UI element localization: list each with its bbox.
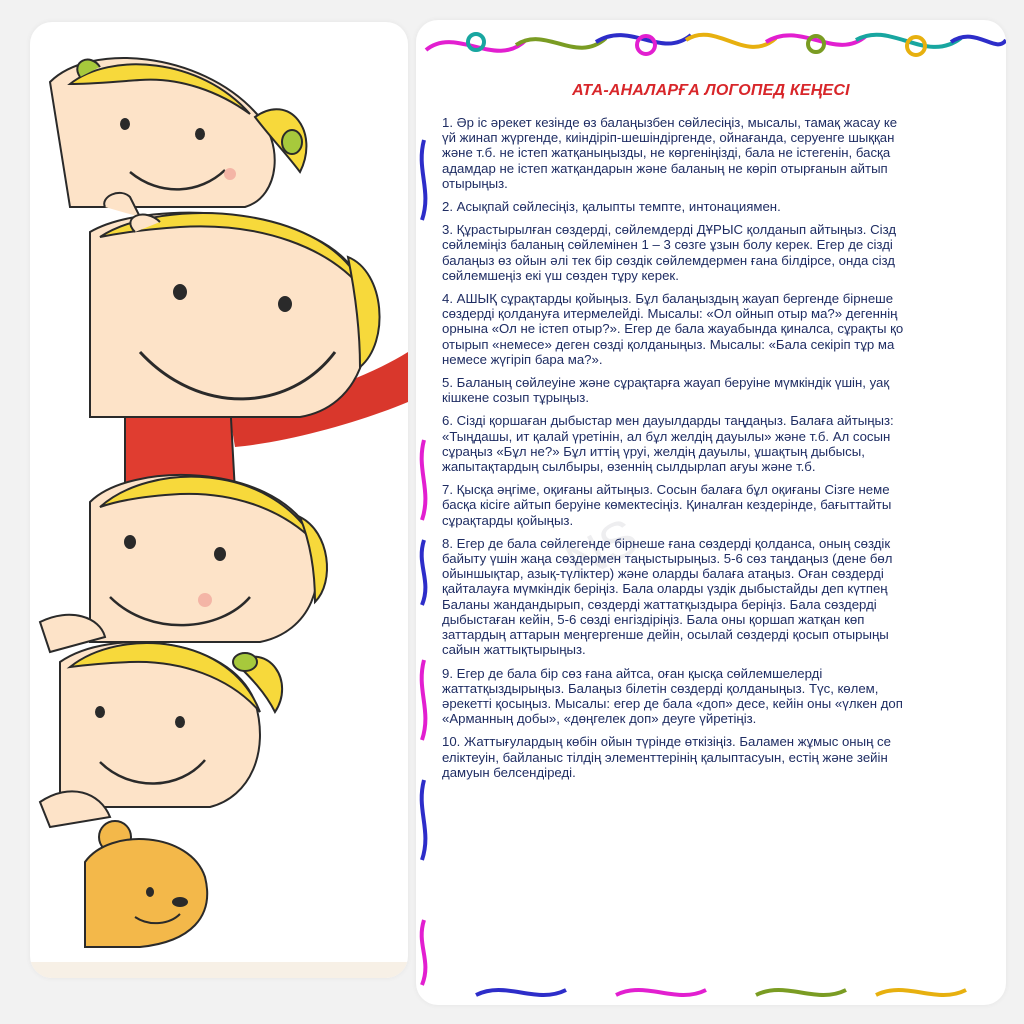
tip-paragraph-5: 5. Баланың сөйлеуіне және сұрақтарға жауап беруіне мүмкіндік үшін, уақ кішкене созып тұрыңыз. [442,375,890,406]
tip-paragraph-7: 7. Қысқа әңгіме, оқиғаны айтыңыз. Сосын балаға бұл оқиғаны Сізге неме басқа кісіге айтып беруіне көмектесіңіз. Қиналған кездерінде, бағыттайты сұрақтарды қойыңыз. [442,482,892,528]
child-face-1 [50,58,306,217]
tip-paragraph-2: 2. Асықпай сөйлесіңіз, қалыпты темпте, интонациямен. [442,199,781,215]
tip-paragraph-6: 6. Сізді қоршаған дыбыстар мен дауылдарды таңдаңыз. Балаға айтыңыз: «Тыңдашы, ит қалай үретінін, ал бұл желдің дауылы» және т.б. Ал сосын сұраңыз «Бұл не?» Бұл иттің үруі, желдің дауылы, ұшақтың дыбысы, жапытақтардың сылбыры, өзеннің сылдырлап ағуы және т.б. [442,413,894,475]
tip-paragraph-1: 1. Әр іс әрекет кезінде өз балаңызбен сөйлесіңіз, мысалы, тамақ жасау ке үй жинап жүргенде, киіндіріп-шешіндіргенде, ойнағанда, серуенге шыққан және т.б. не істеп жатқаныңызды, не көргеніңізді, бала не істегенін, басқа адамдар не істеп жатқандарын және баланың не көріп отырғанын айтып отырыңыз. [442,115,898,191]
tip-paragraph-10: 10. Жаттығулардың көбін ойын түрінде өткізіңіз. Баламен жұмыс оның се еліктеуін, байланыс тілдің элементтерінің қалыптасуын, естің және зейін дамуын белсендіреді. [442,734,891,780]
document-body [442,115,1006,788]
child-face-2 [90,213,380,417]
document-title: АТА-АНАЛАРҒА ЛОГОПЕД КЕҢЕСІ [572,82,850,99]
child-face-3 [40,475,327,652]
teddy-bear [85,821,207,947]
illustration-panel [30,22,408,978]
tip-paragraph-8: 8. Егер де бала сөйлегенде бірнеше ғана сөздерді қолданса, оның сөздік байыту үшін жаңа сөздермен таңыстырыңыз. 5-6 сөз таңдаңыз (дене бөл ойыншықтар, азық-түліктер) және оларды балаға атаңыз. Оған сөздерді қайталауға мүмкіндік беріңіз. Бала оларды үздік дыбыстайды деп күтпең Баланы жандандырып, сөздерді жаттатқыздыра беріңіз. Бала сөздерді дыбыстаған кейін, 5-6 сөзді енгіздіріңіз. Бала оны қоршап жатқан көп заттардың аттарын меңгергенше дейін, осылай сөздерді қосып отырыңы сайын жаттықтырыңыз. [442,535,893,658]
watermark: NS [556,507,648,593]
tip-paragraph-4: 4. АШЫҚ сұрақтарды қойыңыз. Бұл балаңыздың жауап бергенде бірнеше сөздерді қолдануға итермелейді. Мысалы: «Ол ойнып отыр ма?» дегеннің орнына «Ол не істеп отыр?». Егер де бала жауабында қиналса, сұрақты қо отырып «немесе» деген сөзді қолданыңыз. Мысалы: «Бала секіріп тұр ма немесе жүгіріп бара ма?». [442,291,904,367]
tip-paragraph-9: 9. Егер де бала бір сөз ғана айтса, оған қысқа сөйлемшелерді жаттатқыздырыңыз. Балаңыз білетін сөздерді қолданыңыз. Түс, көлем, әрекетті қосыңыз. Мысалы: егер де бала «доп» десе, кейін оны «үлкен доп «Арманның добы», «дөңгелек доп» деуге үйретіңіз. [442,665,903,727]
tip-paragraph-3: 3. Құрастырылған сөздерді, сөйлемдерді ДҰРЫС қолданып айтыңыз. Сізд сөйлеміңіз баланың сөйлемінен 1 – 3 сөзге ұзын болу керек. Егер де сізді балаңыз өз ойын әлі тек бір сөздік сөйлемдермен ғана білдірсе, онда сізд сөйлемшеңіз екі үш сөзден тұру керек. [442,222,897,283]
child-face-4 [40,642,282,827]
document-panel [416,20,1006,1005]
peeking-children-illustration [30,22,408,978]
